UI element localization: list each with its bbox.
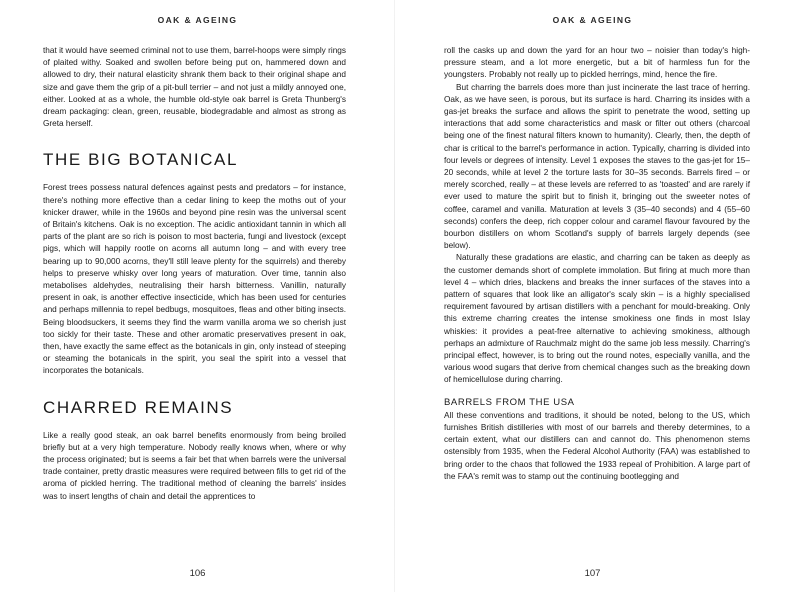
body-paragraph: Like a really good steak, an oak barrel benefits enormously from being broiled briefly but at a very high temperature. Nobody really knows when, where or why the process originated; but is seems a fair bet that when barrels were the universal trade container, pretty drastic measures were required between fills to get rid of the aroma of pickled herring. The traditional method of cleaning the barrels' insides was to insert lengths of chain and detail the apprentices to — [43, 430, 346, 501]
running-head: OAK & AGEING — [157, 15, 238, 25]
body-paragraph: Forest trees possess natural defences against pests and predators – for instance, there's nothing more effective than a cedar lining to keep the moths out of your knicker drawer, while in the 1960s and beyond pine resin was the universal scent of Britain's kitchens. Oak is no exception. The acidic antioxidant tannin in which all parts of the plant are so rich is poison to most bacteria, fungi and livestock (except pigs, which will happily rootle on acorns all autumn long – and with every tree bearing up to 90,000 acorns, they'll still leave plenty for the squirrels) and thereby helps to preserve whisky over long years of maturation. Over time, tannin also metabolises aldehydes, neutralising their harsh bitterness. Vanillin, naturally present in oak, is another effective insecticide, which has been used for centuries and perhaps millennia to repel bedbugs, mosquitoes, fleas and other biting insects. Being bloodsuckers, it seems they find the warm vanilla aroma we so cherish just too sickly for their taste. These and other aromatic preservatives present in oak, then, have exactly the same effect as the botanicals in gin, only instead of steeping or steaming the botanicals in the spirit, you seal the spirit into a vessel that incorporates the botanicals. — [43, 183, 346, 376]
page-number: 106 — [189, 568, 206, 579]
subsection-heading: BARRELS FROM THE USA — [444, 396, 575, 408]
body-paragraph: Naturally these gradations are elastic, and charring can be taken as deeply as the customer demands short of complete immolation. But firing at much more than level 4 – which dries, blackens and breaks the inner surfaces of the staves into a pattern of squares that look like an alligator's scaly skin – is a highly specialised requirement favoured by artisan distillers with a penchant for mould-breaking. Only this extreme charring creates the intense smokiness one finds in most Islay whiskies: it provides a peat-free alternative to achieving smokiness, although perhaps an admixture of Rauchmalz might do the same job less messily. Charring's principal effect, however, is to bring out the round notes, especially vanilla, and the various wood sugars that derive from chemical changes such as the breaking down of hemicellulose during charring. — [444, 253, 750, 385]
body-paragraph: roll the casks up and down the yard for an hour two – noisier than today's high-pressure steam, and a lot more energetic, but a bit of harmless fun for the youngsters. Probably not really up to pickled herrings, mind, hence the fire. — [444, 46, 750, 80]
running-head: OAK & AGEING — [552, 15, 633, 25]
book-gutter — [394, 0, 395, 592]
section-heading: CHARRED REMAINS — [43, 397, 234, 417]
body-paragraph: that it would have seemed criminal not to use them, barrel-hoops were simply rings of plaited withy. Soaked and swollen before being put on, hammered down and allowed to dry, their natural elasticity shrank them back to their original shape and size and gave them the grip of a pit-bull terrier – and not just a mildly annoyed one, either. Looked at as a whole, the humble old-style oak barrel is Greta Thunberg's dream packaging: clean, green, reusable, biodegradable and almost as strong as Greta herself. — [43, 46, 346, 129]
section-heading: THE BIG BOTANICAL — [43, 150, 239, 170]
body-paragraph: All these conventions and traditions, it should be noted, belong to the US, which furnishes British distilleries with most of our barrels and thereby determines, to a certain extent, what our distillers can and cannot do. This phenomenon stems ostensibly from 1935, when the Federal Alcohol Authority (FAA) was established to bring order to the chaos that followed the 1933 repeal of Prohibition. A large part of the FAA's remit was to stamp out the continuing bootlegging and — [444, 410, 750, 481]
body-paragraph: But charring the barrels does more than just incinerate the last trace of herring. Oak, as we have seen, is porous, but its surface is hard. Charring its insides with a gas-jet breaks the surface and allows the spirit to penetrate the wood, setting up interactions that add some characteristics and mask or filter out others (charcoal being one of the finest natural filters known to humanity). Clearly, then, the depth of char is critical to the barrel's performance in action. Typically, charring is divided into four levels or degrees of intensity. Level 1 exposes the staves to the gas-jet for 15–20 seconds, while at level 2 the torture lasts for 30–35 seconds. Barrels fired – or merely scorched, really – at these levels are referred to as 'toasted' and are rarely if ever used to mature the spirit but to finish it, bringing out the sweeter notes of coffee, caramel and vanilla. Maturation at levels 3 (35–40 seconds) and 4 (55–60 seconds) confers the deep, rich copper colour and caramel flavour favoured by the bourbon distillers on whom Scotland's supply of barrels largely depends (see below). — [444, 82, 750, 251]
right-page — [395, 0, 790, 592]
page-number: 107 — [584, 568, 601, 579]
